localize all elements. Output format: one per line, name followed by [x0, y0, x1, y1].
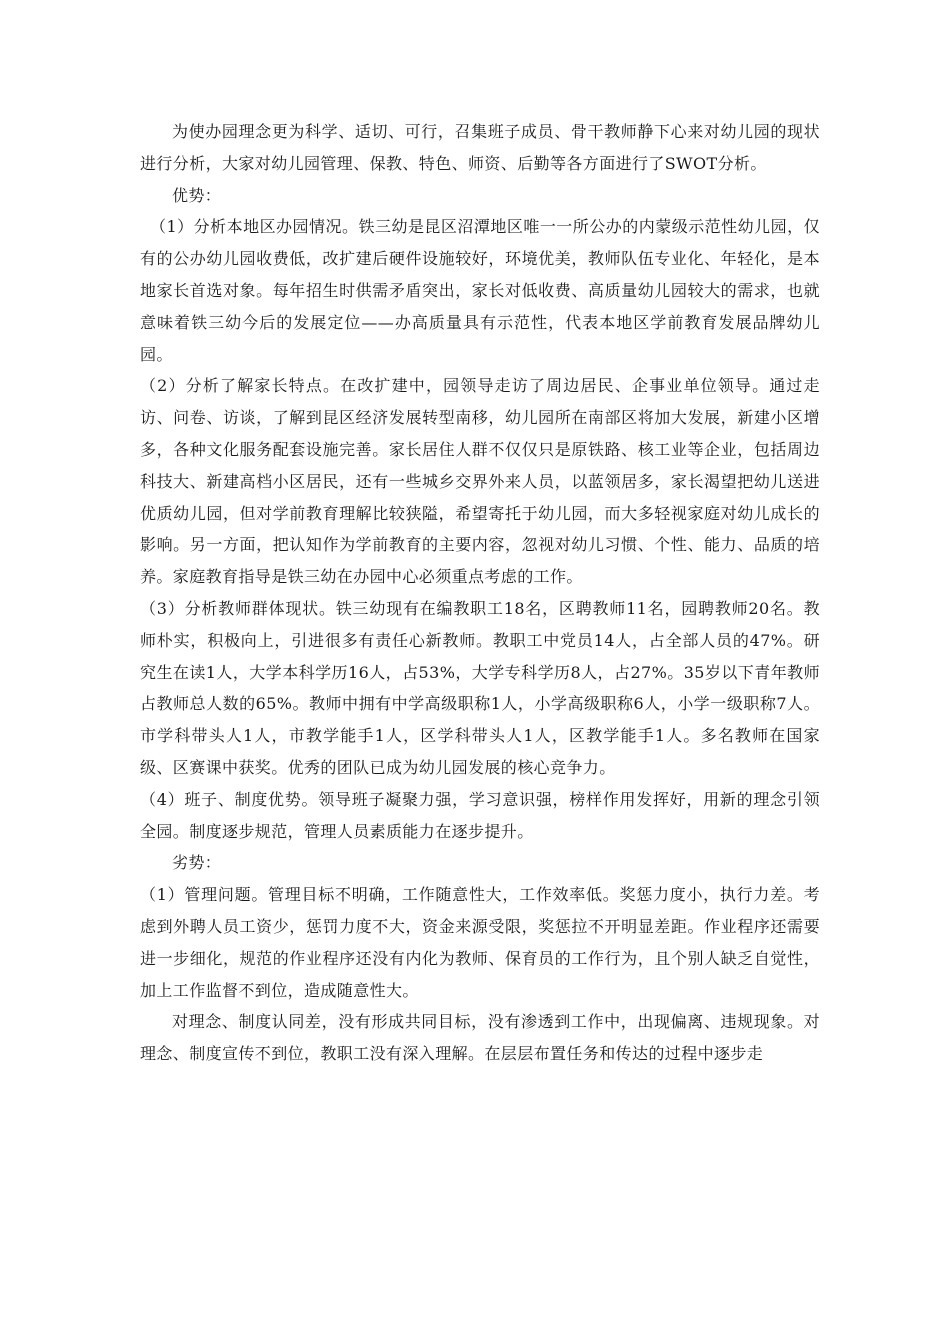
strength-item-2: （2）分析了解家长特点。在改扩建中，园领导走访了周边居民、企事业单位领导。通过走访、问卷、访谈，了解到昆区经济发展转型南移，幼儿园所在南部区将加大发展，新建小区增多，各种文化服务配套设施完善。家长居住人群不仅仅只是原铁路、核工业等企业，包括周边科技大、新建高档小区居民，还有一些城乡交界外来人员，以蓝领居多，家长渴望把幼儿送进优质幼儿园，但对学前教育理解比较狭隘，希望寄托于幼儿园，而大多轻视家庭对幼儿成长的影响。另一方面，把认知作为学前教育的主要内容，忽视对幼儿习惯、个性、能力、品质的培养。家庭教育指导是铁三幼在办园中心必须重点考虑的工作。 [140, 376, 820, 587]
document-body [140, 116, 820, 1070]
strengths-heading: 优势： [172, 185, 222, 205]
intro-paragraph: 为使办园理念更为科学、适切、可行，召集班子成员、骨干教师静下心来对幼儿园的现状进行分析，大家对幼儿园管理、保教、特色、师资、后勤等各方面进行了SWOT分析。 [140, 122, 820, 173]
strength-item-4: （4）班子、制度优势。领导班子凝聚力强，学习意识强，榜样作用发挥好，用新的理念引领全园。制度逐步规范，管理人员素质能力在逐步提升。 [140, 789, 820, 841]
strength-item-3: （3）分析教师群体现状。铁三幼现有在编教职工18名，区聘教师11名，园聘教师20名。教师朴实，积极向上，引进很多有责任心新教师。教职工中党员14人，占全部人员的47%。研究生在读1人，大学本科学历16人，占53%，大学专科学历8人，占27%。35岁以下青年教师占教师总人数的65%。教师中拥有中学高级职称1人，小学高级职称6人，小学一级职称7人。市学科带头人1人，市教学能手1人，区学科带头人1人，区教学能手1人。多名教师在国家级、区赛课中获奖。优秀的团队已成为幼儿园发展的核心竞争力。 [140, 598, 820, 777]
weakness-item-1: （1）管理问题。管理目标不明确，工作随意性大，工作效率低。奖惩力度小，执行力差。考虑到外聘人员工资少，惩罚力度不大，资金来源受限，奖惩拉不开明显差距。作业程序还需要进一步细化，规范的作业程序还没有内化为教师、保育员的工作行为，且个别人缺乏自觉性，加上工作监督不到位，造成随意性大。 [140, 885, 820, 1000]
weakness-paragraph: 对理念、制度认同差，没有形成共同目标，没有渗透到工作中，出现偏离、违规现象。对理念、制度宣传不到位，教职工没有深入理解。在层层布置任务和传达的过程中逐步走 [140, 1012, 820, 1064]
weaknesses-heading: 劣势： [172, 853, 222, 873]
strength-item-1: （1）分析本地区办园情况。铁三幼是昆区沼潭地区唯一一所公办的内蒙级示范性幼儿园，仅有的公办幼儿园收费低，改扩建后硬件设施较好，环境优美，教师队伍专业化、年轻化，是本地家长首选对象。每年招生时供需矛盾突出，家长对低收费、高质量幼儿园较大的需求，也就意味着铁三幼今后的发展定位——办高质量具有示范性，代表本地区学前教育发展品牌幼儿园。 [140, 217, 820, 364]
